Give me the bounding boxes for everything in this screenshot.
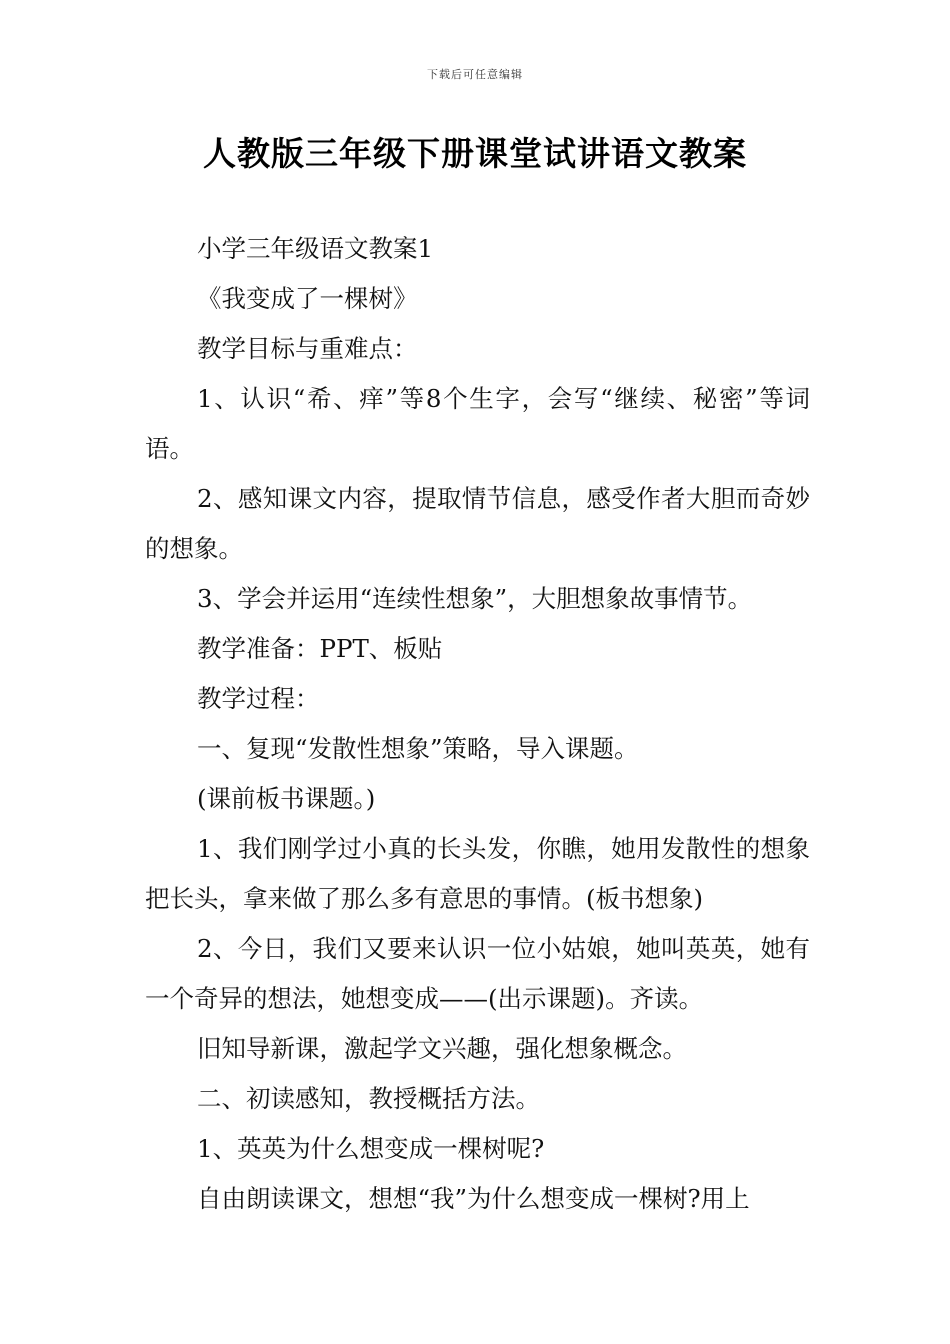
paragraph: 教学目标与重难点： [197, 334, 418, 363]
paragraph: 1、认识“希、痒”等8个生字，会写“继续、秘密”等词语。 [145, 384, 810, 463]
paragraph: 3、学会并运用“连续性想象”，大胆想象故事情节。 [197, 584, 753, 613]
paragraph: 1、英英为什么想变成一棵树呢? [197, 1134, 545, 1163]
paragraph: 《我变成了一棵树》 [197, 284, 418, 313]
document-body [145, 224, 810, 1224]
paragraph: 2、感知课文内容，提取情节信息，感受作者大胆而奇妙的想象。 [145, 484, 810, 563]
paragraph: 一、复现“发散性想象”策略，导入课题。 [197, 734, 639, 763]
paragraph: 2、今日，我们又要来认识一位小姑娘，她叫英英，她有一个奇异的想法，她想变成——(出示课题)。齐读。 [145, 934, 810, 1013]
paragraph: 1、我们刚学过小真的长头发，你瞧，她用发散性的想象把长头，拿来做了那么多有意思的事情。(板书想象) [145, 834, 810, 913]
paragraph: 教学准备：PPT、板贴 [197, 634, 443, 663]
paragraph: 旧知导新课，激起学文兴趣，强化想象概念。 [197, 1034, 687, 1063]
paragraph: 教学过程： [197, 684, 320, 713]
paragraph: 自由朗读课文，想想“我”为什么想变成一棵树?用上 [197, 1184, 750, 1213]
document-title: 人教版三年级下册课堂试讲语文教案 [203, 134, 747, 173]
paragraph: (课前板书课题。) [197, 784, 376, 813]
paragraph: 小学三年级语文教案1 [197, 234, 434, 263]
paragraph: 二、初读感知，教授概括方法。 [197, 1084, 540, 1113]
header-note: 下载后可任意编辑 [427, 68, 523, 81]
